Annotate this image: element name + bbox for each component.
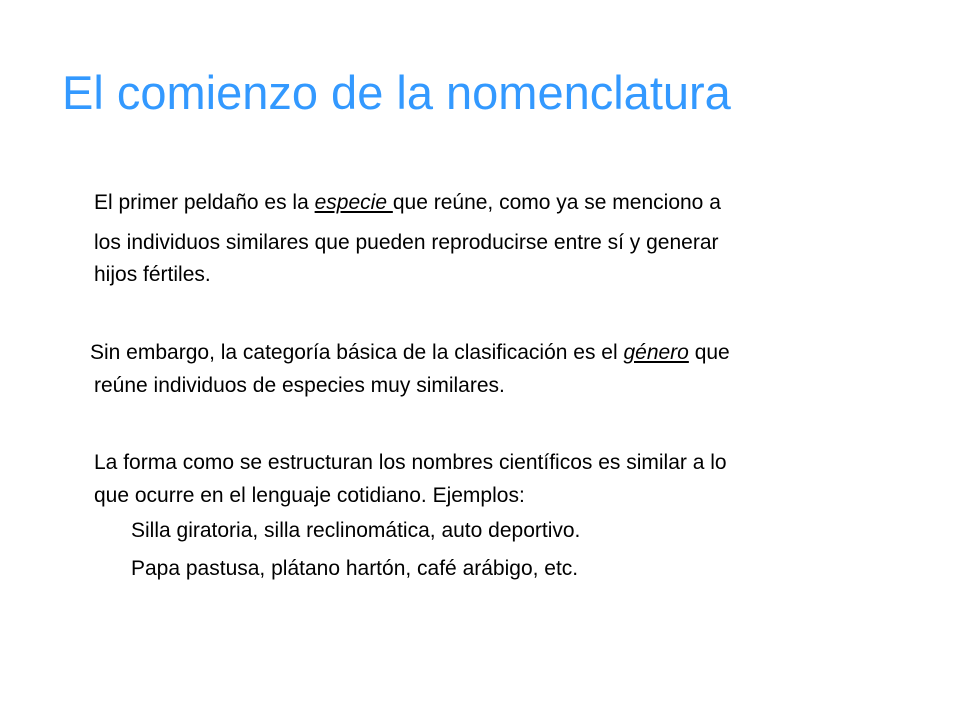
slide-title: El comienzo de la nomenclatura: [62, 66, 731, 119]
paragraph-line: La forma como se estructuran los nombres científicos es similar a lo: [94, 451, 727, 474]
paragraph-line: hijos fértiles.: [94, 263, 211, 286]
text-span: Sin embargo, la categoría básica de la clasificación es el: [90, 341, 624, 364]
paragraph-line: reúne individuos de especies muy similares.: [94, 374, 505, 397]
text-span: El primer peldaño es la: [94, 191, 315, 214]
text-span: que reúne, como ya se menciono a: [392, 191, 721, 214]
term-genero: género: [623, 341, 689, 364]
paragraph-line: los individuos similares que pueden reproducirse entre sí y generar: [94, 231, 719, 254]
paragraph-line: [94, 186, 721, 219]
paragraph-line: [90, 336, 730, 369]
term-especie: especie: [314, 191, 393, 214]
paragraph-line: que ocurre en el lenguaje cotidiano. Ejemplos:: [94, 484, 525, 507]
example-item: Silla giratoria, silla reclinomática, auto deportivo.: [131, 519, 581, 542]
example-item: Papa pastusa, plátano hartón, café arábigo, etc.: [131, 557, 579, 580]
text-span: que: [688, 341, 730, 364]
